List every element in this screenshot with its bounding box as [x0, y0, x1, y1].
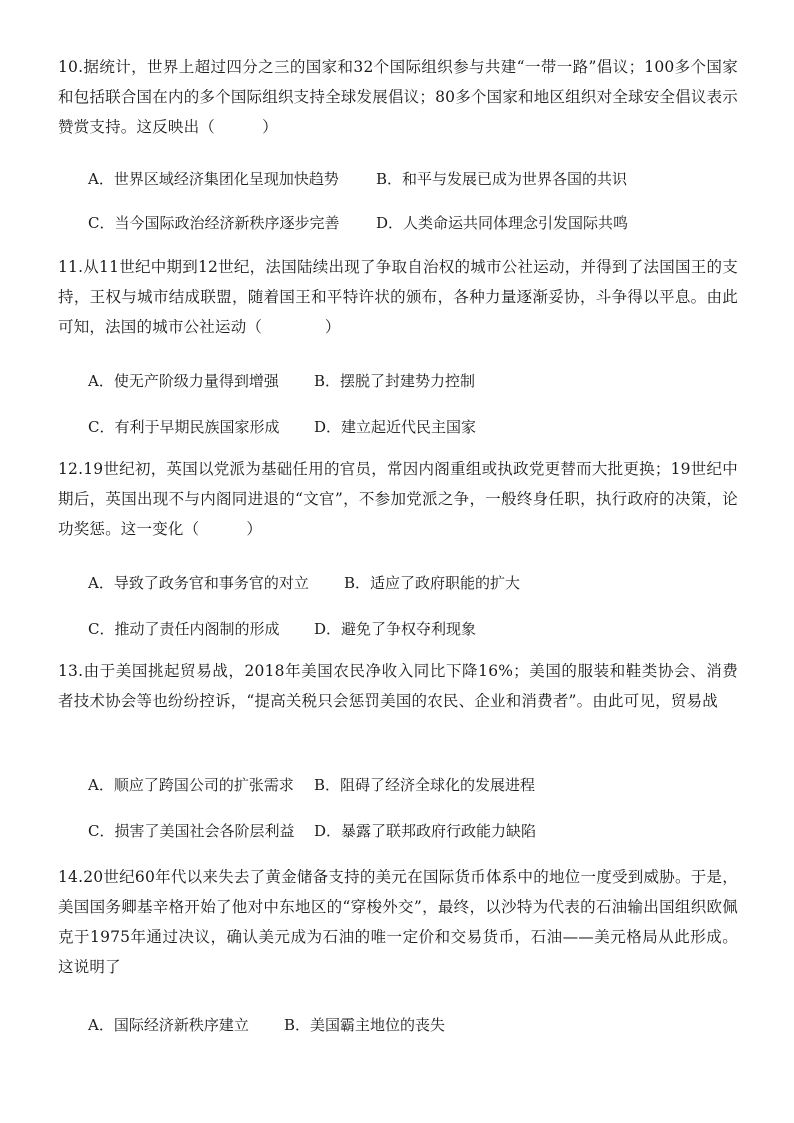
option-row — [88, 618, 476, 640]
option-row — [88, 416, 476, 438]
option-c[interactable]: C．当今国际政治经济新秩序逐步完善 — [88, 214, 340, 232]
question-12 — [58, 454, 738, 544]
option-d[interactable]: D．避免了争权夺利现象 — [314, 620, 477, 638]
option-b[interactable]: B．美国霸主地位的丧失 — [284, 1016, 446, 1034]
question-11 — [58, 252, 738, 342]
option-c[interactable]: C．损害了美国社会各阶层利益 — [88, 822, 295, 840]
question-stem: 12.19世纪初，英国以党派为基础任用的官员，常因内阁重组或执政党更替而大批更换；19世纪中期后，英国出现不与内阁同进退的“文官”，不参加党派之争，一般终身任职，执行政府的决策，论功奖惩。这一变化（ ） — [58, 460, 738, 538]
option-row — [88, 168, 627, 190]
option-a[interactable]: A．顺应了跨国公司的扩张需求 — [88, 776, 294, 794]
option-row — [88, 774, 535, 796]
option-a[interactable]: A．使无产阶级力量得到增强 — [88, 372, 279, 390]
option-b[interactable]: B．摆脱了封建势力控制 — [314, 372, 476, 390]
question-14 — [58, 862, 738, 982]
option-d[interactable]: D．暴露了联邦政府行政能力缺陷 — [314, 822, 537, 840]
option-c[interactable]: C．推动了责任内阁制的形成 — [88, 620, 280, 638]
option-b[interactable]: B．适应了政府职能的扩大 — [344, 574, 521, 592]
option-b[interactable]: B．和平与发展已成为世界各国的共识 — [376, 170, 628, 188]
option-row — [88, 1014, 445, 1036]
option-d[interactable]: D．建立起近代民主国家 — [314, 418, 477, 436]
question-stem: 14.20世纪60年代以来失去了黄金储备支持的美元在国际货币体系中的地位一度受到威胁。于是，美国国务卿基辛格开始了他对中东地区的“穿梭外交”，最终，以沙特为代表的石油输出国组织欧佩克于1975年通过决议，确认美元成为石油的唯一定价和交易货币，石油——美元格局从此形成。这说明了 — [58, 868, 738, 976]
question-stem: 13.由于美国挑起贸易战，2018年美国农民净收入同比下降16%；美国的服装和鞋类协会、消费者技术协会等也纷纷控诉，“提高关税只会惩罚美国的农民、企业和消费者”。由此可见，贸易战 — [58, 662, 738, 710]
option-row — [88, 370, 475, 392]
question-13 — [58, 656, 738, 716]
option-row — [88, 212, 628, 234]
option-row — [88, 572, 520, 594]
question-stem: 10.据统计，世界上超过四分之三的国家和32个国际组织参与共建“一带一路”倡议；100多个国家和包括联合国在内的多个国际组织支持全球发展倡议；80多个国家和地区组织对全球安全倡议表示赞赏支持。这反映出（ ） — [58, 58, 738, 136]
option-a[interactable]: A．导致了政务官和事务官的对立 — [88, 574, 309, 592]
option-a[interactable]: A．世界区域经济集团化呈现加快趋势 — [88, 170, 339, 188]
option-c[interactable]: C．有利于早期民族国家形成 — [88, 418, 280, 436]
option-a[interactable]: A．国际经济新秩序建立 — [88, 1016, 249, 1034]
option-row — [88, 820, 536, 842]
option-b[interactable]: B．阻碍了经济全球化的发展进程 — [314, 776, 536, 794]
question-stem: 11.从11世纪中期到12世纪，法国陆续出现了争取自治权的城市公社运动，并得到了法国国王的支持，王权与城市结成联盟，随着国王和平特许状的颁布，各种力量逐渐妥协，斗争得以平息。由此可知，法国的城市公社运动（ ） — [58, 258, 738, 336]
question-10 — [58, 52, 738, 142]
option-d[interactable]: D．人类命运共同体理念引发国际共鸣 — [376, 214, 629, 232]
